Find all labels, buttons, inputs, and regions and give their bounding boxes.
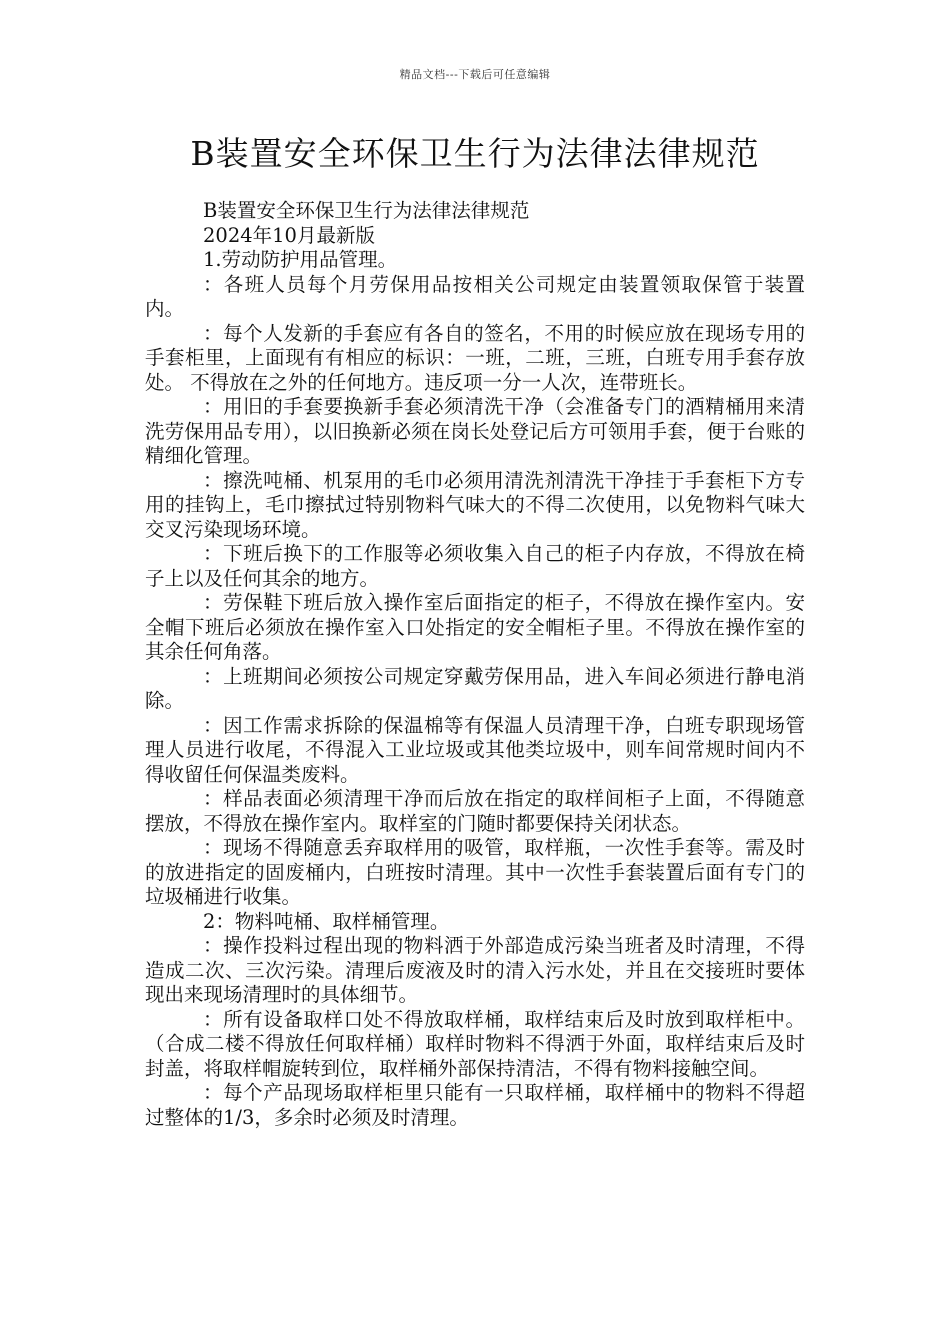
section-heading-2: 2：物料吨桶、取样桶管理。 xyxy=(203,909,450,933)
paragraph: ：现场不得随意丢弃取样用的吸管，取样瓶，一次性手套等。需及时的放进指定的固废桶内，白班按时清理。其中一次性手套装置后面有专门的垃圾桶进行收集。 xyxy=(145,836,805,908)
paragraph: ：劳保鞋下班后放入操作室后面指定的柜子，不得放在操作室内。安全帽下班后必须放在操作室入口处指定的安全帽柜子里。不得放在操作室的其余任何角落。 xyxy=(145,591,805,663)
paragraph: ：用旧的手套要换新手套必须清洗干净（会准备专门的酒精桶用来清洗劳保用品专用），以旧换新必须在岗长处登记后方可领用手套，便于台账的精细化管理。 xyxy=(145,395,805,467)
section-heading-1: 1.劳动防护用品管理。 xyxy=(203,248,398,271)
document-subtitle: B装置安全环保卫生行为法律法律规范 xyxy=(203,199,530,222)
paragraph: ：所有设备取样口处不得放取样桶，取样结束后及时放到取样柜中。（合成二楼不得放任何取样桶）取样时物料不得洒于外面，取样结束后及时封盖，将取样帽旋转到位，取样桶外部保持清洁，不得有物料接触空间。 xyxy=(145,1007,805,1080)
paragraph: ：每个产品现场取样柜里只能有一只取样桶，取样桶中的物料不得超过整体的1/3，多余时必须及时清理。 xyxy=(145,1081,805,1129)
document-version: 2024年10月最新版 xyxy=(203,223,375,247)
paragraph: ：样品表面必须清理干净而后放在指定的取样间柜子上面，不得随意摆放，不得放在操作室内。取样室的门随时都要保持关闭状态。 xyxy=(145,787,805,835)
page-header-note: 精品文档---下载后可任意编辑 xyxy=(399,68,551,81)
paragraph: ：因工作需求拆除的保温棉等有保温人员清理干净，白班专职现场管理人员进行收尾，不得混入工业垃圾或其他类垃圾中，则车间常规时间内不得收留任何保温类废料。 xyxy=(145,713,805,786)
paragraph: ：上班期间必须按公司规定穿戴劳保用品，进入车间必须进行静电消除。 xyxy=(145,664,805,712)
paragraph: ：各班人员每个月劳保用品按相关公司规定由装置领取保管于装置内。 xyxy=(145,272,805,320)
paragraph: ：操作投料过程出现的物料洒于外部造成污染当班者及时清理，不得造成二次、三次污染。清理后废液及时的清入污水处，并且在交接班时要体现出来现场清理时的具体细节。 xyxy=(145,934,805,1006)
paragraph: ：每个人发新的手套应有各自的签名，不用的时候应放在现场专用的手套柜里，上面现有有相应的标识：一班，二班，三班，白班专用手套存放处。 不得放在之外的任何地方。违反项一分一人次，连带班长。 xyxy=(145,321,805,394)
document-title: B装置安全环保卫生行为法律法律规范 xyxy=(190,134,760,173)
paragraph: ：下班后换下的工作服等必须收集入自己的柜子内存放，不得放在椅子上以及任何其余的地方。 xyxy=(145,542,805,590)
document-body xyxy=(145,199,805,1130)
paragraph: ：擦洗吨桶、机泵用的毛巾必须用清洗剂清洗干净挂于手套柜下方专用的挂钩上，毛巾擦拭过特别物料气味大的不得二次使用，以免物料气味大交叉污染现场环境。 xyxy=(145,468,805,541)
